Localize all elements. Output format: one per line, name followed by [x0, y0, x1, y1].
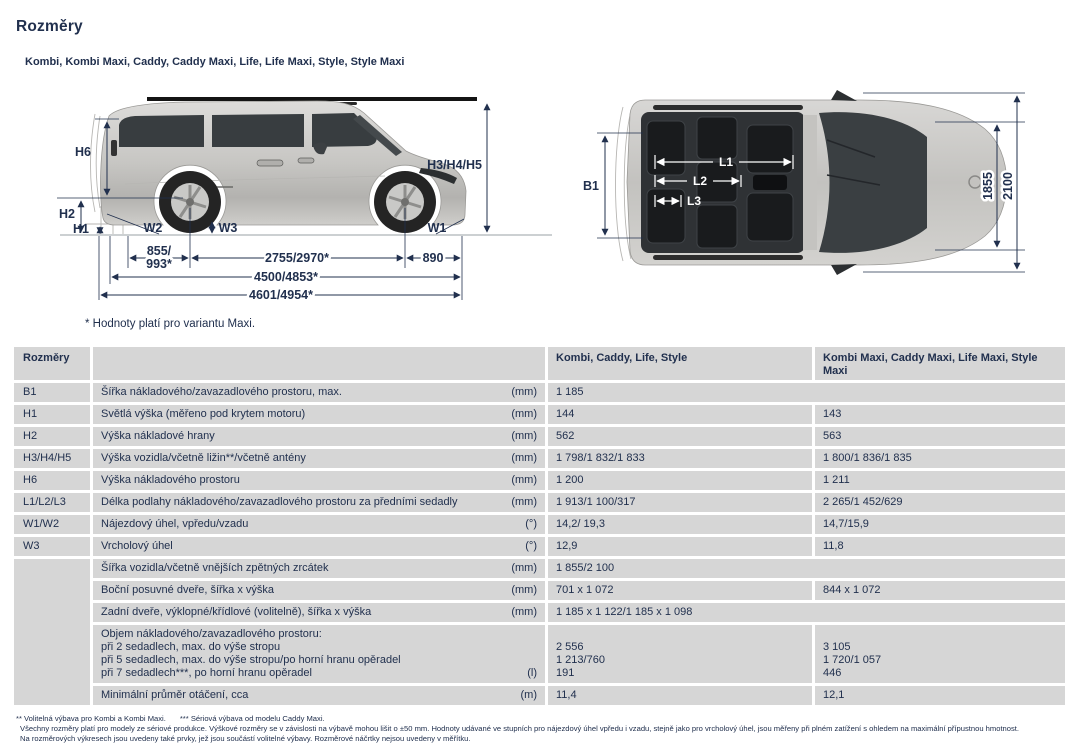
dim-value-both: 1 185 [548, 383, 1065, 402]
table-row [14, 383, 1065, 402]
unit-text: (mm) [511, 408, 537, 420]
windshield-top [819, 112, 927, 253]
desc-text: Vrcholový úhel [101, 540, 173, 552]
dim-code: H3/H4/H5 [14, 449, 90, 468]
value-line: 1 720/1 057 [823, 654, 882, 666]
unit-text: (mm) [511, 430, 537, 442]
desc-text: při 2 sedadlech, max. do výše stropu [101, 641, 281, 653]
rear-overhang-dim-2: 993* [146, 257, 172, 271]
dim-desc [93, 493, 545, 512]
dim-value-maxi: 563 [815, 427, 1065, 446]
model-list-subtitle: Kombi, Kombi Maxi, Caddy, Caddy Maxi, Life, Life Maxi, Style, Style Maxi [25, 56, 405, 68]
side-view-diagram [55, 88, 555, 323]
dim-value-maxi: 2 265/1 452/629 [815, 493, 1065, 512]
b1-label: B1 [583, 179, 599, 193]
dim-value-standard: 144 [548, 405, 812, 424]
dim-value-standard: 12,9 [548, 537, 812, 556]
dim-desc [93, 383, 545, 402]
h3h4h5-label: H3/H4/H5 [427, 158, 482, 172]
value-line: 2 556 [556, 641, 584, 653]
roof-rail-right [653, 255, 803, 260]
dim-value-standard: 701 x 1 072 [548, 581, 812, 600]
front-door-handle [298, 158, 314, 163]
table-row [93, 686, 1065, 705]
table-row [14, 427, 1065, 446]
dim-code: H1 [14, 405, 90, 424]
value-line: 1 213/760 [556, 654, 605, 666]
header-description [93, 347, 545, 380]
dim-value-maxi: 14,7/15,9 [815, 515, 1065, 534]
l3-label: L3 [687, 194, 702, 208]
desc-text: Minimální průměr otáčení, cca [101, 689, 249, 701]
mirror-right [831, 264, 857, 275]
rear-overhang-dim: 855/ [146, 244, 172, 258]
h1-label: H1 [73, 222, 89, 236]
table-row [14, 405, 1065, 424]
top-view-diagram [575, 85, 1045, 280]
table-row [14, 493, 1065, 512]
dim-desc [93, 559, 545, 578]
roof-rail-left [653, 105, 803, 110]
dim-value-maxi [815, 625, 1065, 683]
dim-value-maxi: 1 211 [815, 471, 1065, 490]
dim-value-both: 1 855/2 100 [548, 559, 1065, 578]
unit-text: (°) [525, 540, 537, 552]
unit-text: (mm) [511, 386, 537, 398]
h2-label: H2 [59, 207, 75, 221]
table-row [93, 559, 1065, 578]
dim-code: H6 [14, 471, 90, 490]
center-console [753, 175, 787, 190]
dim-code: W3 [14, 537, 90, 556]
dim-value-standard: 1 913/1 100/317 [548, 493, 812, 512]
unit-text: (l) [527, 667, 537, 679]
unit-text: (mm) [511, 562, 537, 574]
table-header-row [14, 347, 1065, 380]
dim-code: H2 [14, 427, 90, 446]
dim-value-maxi: 12,1 [815, 686, 1065, 705]
desc-text: Šířka nákladového/zavazadlového prostoru, max. [101, 386, 342, 398]
footnote-line-2: Všechny rozměry platí pro modely ze sériové produkce. Výškové rozměry se v závislosti na výbavě mohou lišit o ±50 mm. Hodnoty udávané ve stupních pro nájezdový úhel vpředu i vzadu, stejně jako pro vrcholový úhel, jsou měřeny při plném zatížení s ohledem na maximální přípustnou hmotnost. [20, 724, 1020, 733]
dim-value-standard: 14,2/ 19,3 [548, 515, 812, 534]
w3-label: W3 [218, 221, 238, 235]
dim-value-standard: 11,4 [548, 686, 812, 705]
table-row-volume [93, 625, 1065, 683]
h6-label: H6 [75, 145, 91, 159]
unit-text: (mm) [511, 452, 537, 464]
footnote-rails: ** Volitelná výbava pro Kombi a Kombi Maxi. [16, 714, 166, 723]
dim-desc [93, 603, 545, 622]
unit-text: (mm) [511, 474, 537, 486]
desc-text: při 5 sedadlech, max. do výše stropu/po horní hranu opěradel [101, 654, 401, 666]
table-row [14, 515, 1065, 534]
desc-text: Výška vozidla/včetně ližin**/včetně antény [101, 452, 306, 464]
desc-text: Výška nákladového prostoru [101, 474, 240, 486]
table-row [93, 603, 1065, 622]
footnote-line-3: Na rozměrových výkresech jsou uvedeny také prvky, jež jsou součástí volitelné výbavy. Rozměrové náčrtky nejsou uvedeny v měřítku. [20, 734, 471, 743]
dim-value-both: 1 185 x 1 122/1 185 x 1 098 [548, 603, 1065, 622]
dim-value-maxi: 1 800/1 836/1 835 [815, 449, 1065, 468]
desc-text: Šířka vozidla/včetně vnějších zpětných zrcátek [101, 562, 329, 574]
dim-desc [93, 405, 545, 424]
table-row [14, 449, 1065, 468]
unit-text: (mm) [511, 496, 537, 508]
dim-value-standard: 1 798/1 832/1 833 [548, 449, 812, 468]
merged-empty-code-cell [14, 559, 90, 705]
table-row [14, 537, 1065, 556]
header-standard-models: Kombi, Caddy, Life, Style [548, 347, 812, 380]
dim-code: W1/W2 [14, 515, 90, 534]
dim-desc [93, 449, 545, 468]
unit-text: (mm) [511, 606, 537, 618]
desc-text: Délka podlahy nákladového/zavazadlového prostoru za předními sedadly [101, 496, 458, 508]
rear-side-window [119, 115, 204, 147]
mirror-left [831, 90, 857, 101]
dimensions-table [14, 347, 1065, 705]
unit-text: (°) [525, 518, 537, 530]
dim-value-maxi: 11,8 [815, 537, 1065, 556]
desc-text: Zadní dveře, výklopné/křídlové (volitelně), šířka x výška [101, 606, 372, 618]
header-maxi-models: Kombi Maxi, Caddy Maxi, Life Maxi, Style Maxi [815, 347, 1065, 380]
cowl-band [803, 115, 817, 250]
desc-text: Světlá výška (měřeno pod krytem motoru) [101, 408, 306, 420]
table-row [93, 581, 1065, 600]
tail-light [111, 140, 117, 156]
tailgate-outline-sketch [91, 114, 96, 212]
width-body-dim: 1855 [981, 172, 995, 200]
page-title: Rozměry [16, 18, 83, 35]
desc-text: při 7 sedadlech***, po horní hranu opěradel [101, 667, 312, 679]
sliding-door-window [212, 114, 304, 147]
door-handle [257, 160, 283, 166]
l1-label: L1 [718, 155, 734, 169]
l2-label: L2 [692, 174, 708, 188]
dim-value-standard [548, 625, 812, 683]
value-line: 3 105 [823, 641, 851, 653]
w1-label: W1 [427, 221, 447, 235]
dim-desc [93, 537, 545, 556]
footnote-series: *** Sériová výbava od modelu Caddy Maxi. [179, 714, 325, 723]
header-rozmery: Rozměry [14, 347, 90, 380]
footnotes [16, 714, 1066, 744]
dim-code: B1 [14, 383, 90, 402]
maxi-footnote: * Hodnoty platí pro variantu Maxi. [85, 318, 256, 330]
dim-desc [93, 625, 545, 683]
length-bumpers-dim: 4500/4853* [254, 270, 318, 284]
unit-text: (mm) [511, 584, 537, 596]
desc-text: Boční posuvné dveře, šířka x výška [101, 584, 275, 596]
length-total-dim: 4601/4954* [249, 288, 313, 302]
dim-value-standard: 562 [548, 427, 812, 446]
front-overhang-dim: 890 [422, 251, 444, 265]
table-lower-block [14, 559, 1065, 705]
wheelbase-dim: 2755/2970* [265, 251, 329, 265]
value-line: 191 [556, 667, 575, 679]
desc-text: Výška nákladové hrany [101, 430, 215, 442]
width-mirrors-dim: 2100 [1001, 172, 1015, 200]
footnote-line-1 [16, 714, 1066, 724]
dim-value-standard: 1 200 [548, 471, 812, 490]
dim-desc [93, 427, 545, 446]
dim-desc [93, 686, 545, 705]
value-line: 446 [823, 667, 842, 679]
w2-label: W2 [143, 221, 163, 235]
tailgate-outline-sketch-inner [96, 116, 100, 208]
dim-value-maxi: 844 x 1 072 [815, 581, 1065, 600]
dim-desc [93, 471, 545, 490]
unit-text: (m) [520, 689, 537, 701]
roof-reference-bar [147, 97, 477, 101]
dim-desc [93, 515, 545, 534]
dim-code: L1/L2/L3 [14, 493, 90, 512]
table-row [14, 471, 1065, 490]
dim-value-maxi: 143 [815, 405, 1065, 424]
desc-text: Objem nákladového/zavazadlového prostoru: [101, 628, 322, 640]
dim-desc [93, 581, 545, 600]
desc-text: Nájezdový úhel, vpředu/vzadu [101, 518, 249, 530]
